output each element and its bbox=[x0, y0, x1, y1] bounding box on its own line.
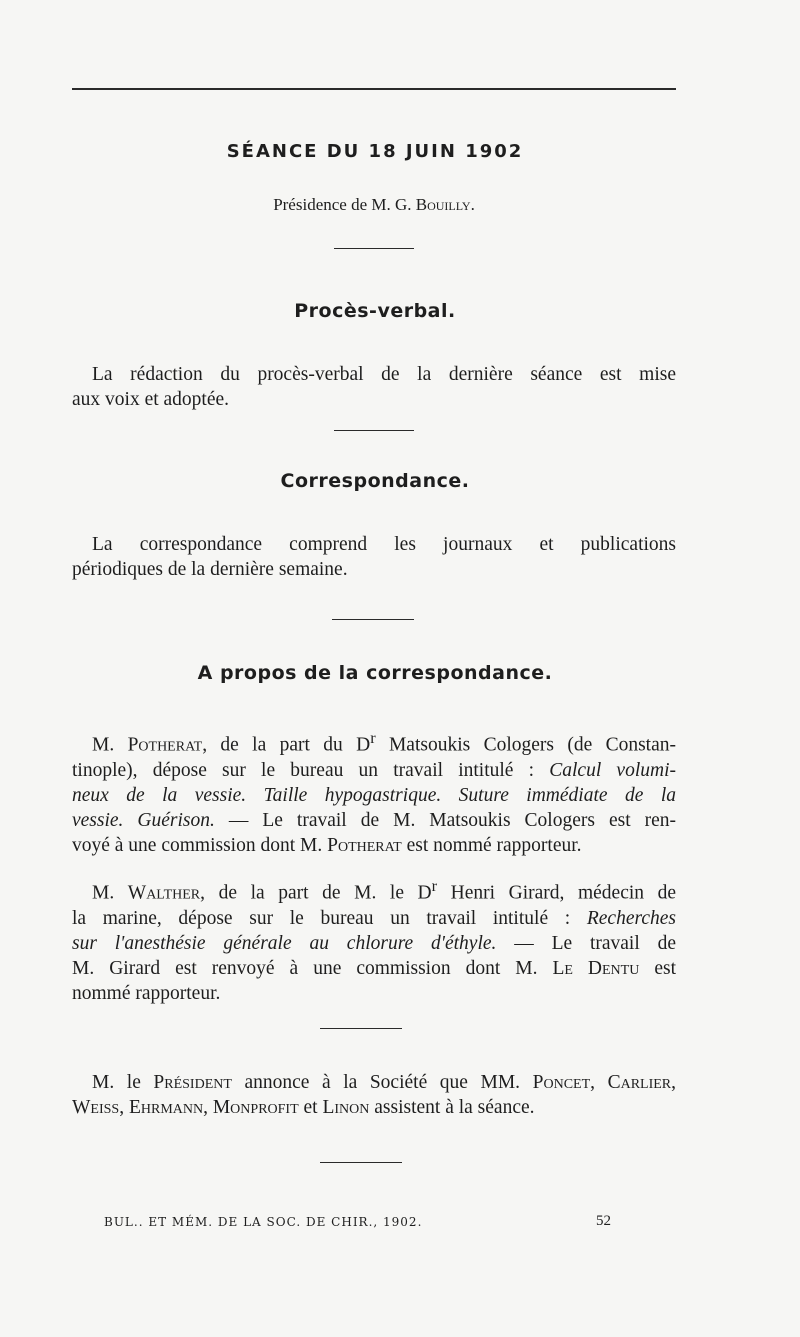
text-run: nommé rapporteur. bbox=[72, 982, 221, 1004]
heading-correspondance: Correspondance. bbox=[280, 470, 470, 492]
text-line bbox=[72, 931, 676, 956]
section-divider bbox=[334, 248, 414, 249]
text-line bbox=[72, 758, 676, 783]
person-name: Poncet bbox=[532, 1072, 591, 1093]
text-line bbox=[72, 783, 676, 808]
top-rule bbox=[72, 88, 676, 90]
text-run: et bbox=[298, 1097, 323, 1118]
person-name: Le Dentu bbox=[552, 957, 640, 979]
text-line bbox=[72, 906, 676, 931]
text-line bbox=[72, 956, 676, 981]
section-divider bbox=[320, 1162, 402, 1163]
journal-footer: BUL.. ET MÉM. DE LA SOC. DE CHIR., 1902. bbox=[104, 1215, 423, 1229]
section-divider bbox=[332, 619, 414, 620]
heading-a-propos: A propos de la correspondance. bbox=[197, 662, 553, 684]
section-divider bbox=[334, 430, 414, 431]
text-run: tinople), dépose sur le bureau un travail intitulé : bbox=[72, 759, 550, 781]
text-line: La correspondance comprend les journaux et publications bbox=[92, 534, 676, 555]
text-run: annonce à la Société que MM. bbox=[231, 1072, 533, 1093]
text-run: M. Girard est renvoyé à une commission dont M. bbox=[72, 957, 553, 979]
text-line bbox=[72, 1070, 676, 1095]
text-line bbox=[72, 981, 676, 1006]
text-run: , de la part de M. le D bbox=[200, 882, 432, 904]
superscript: r bbox=[431, 877, 438, 895]
text-run: , bbox=[119, 1097, 129, 1118]
person-name: Walther bbox=[127, 882, 201, 904]
person-name: Linon bbox=[322, 1097, 370, 1118]
text-line: aux voix et adoptée. bbox=[72, 389, 230, 410]
person-name: Monprofit bbox=[212, 1097, 299, 1118]
text-run: est nommé rapporteur. bbox=[401, 834, 582, 856]
text-run: , bbox=[203, 1097, 213, 1118]
text-run: Matsoukis Cologers (de Constan- bbox=[375, 734, 676, 756]
presidence-suffix: . bbox=[470, 195, 475, 214]
presidence-line bbox=[0, 195, 748, 215]
text-run: — Le travail de bbox=[496, 932, 677, 954]
paragraph-walther bbox=[72, 874, 676, 1006]
italic-title: sur l'anesthésie générale au chlorure d'éthyle. bbox=[72, 932, 497, 954]
text-run: est bbox=[639, 957, 676, 979]
person-name: Potherat bbox=[327, 834, 402, 856]
paragraph-correspondance bbox=[72, 532, 676, 582]
text-run: la marine, dépose sur le bureau un travail intitulé : bbox=[72, 907, 587, 929]
president-name: Bouilly bbox=[415, 195, 471, 214]
italic-title: Recherches bbox=[586, 907, 676, 929]
paragraph-proces-verbal bbox=[72, 362, 676, 412]
heading-proces-verbal: Procès-verbal. bbox=[294, 300, 456, 322]
text-run: — Le travail de M. Matsoukis Cologers est ren- bbox=[214, 809, 676, 831]
superscript: r bbox=[370, 729, 376, 747]
text-run: M. bbox=[92, 734, 128, 756]
text-run: , de la part du D bbox=[202, 734, 371, 756]
paragraph-potherat bbox=[72, 726, 676, 858]
text-line: La rédaction du procès-verbal de la dernière séance est mise bbox=[92, 364, 676, 385]
text-line bbox=[72, 726, 676, 758]
text-line bbox=[72, 874, 676, 906]
text-run: voyé à une commission dont M. bbox=[72, 834, 328, 856]
text-run: , bbox=[671, 1072, 677, 1093]
person-name: Potherat bbox=[127, 734, 203, 756]
text-line bbox=[72, 833, 676, 858]
section-divider bbox=[320, 1028, 402, 1029]
italic-title: Calcul volumi- bbox=[549, 759, 676, 781]
text-line bbox=[72, 808, 676, 833]
person-name: Carlier bbox=[607, 1072, 672, 1093]
presidence-prefix: Présidence de M. G. bbox=[273, 195, 416, 214]
text-line bbox=[72, 1095, 676, 1120]
text-run: M. le bbox=[92, 1072, 154, 1093]
text-line: périodiques de la dernière semaine. bbox=[72, 559, 348, 580]
text-run: assistent à la séance. bbox=[369, 1097, 535, 1118]
person-name: Weiss bbox=[72, 1097, 120, 1118]
text-run: M. bbox=[92, 882, 128, 904]
text-run: Henri Girard, médecin de bbox=[437, 882, 676, 904]
text-run: , bbox=[590, 1072, 608, 1093]
seance-title: SÉANCE DU 18 JUIN 1902 bbox=[226, 141, 524, 162]
president-title: Président bbox=[153, 1072, 232, 1093]
italic-title: neux de la vessie. Taille hypogastrique. Suture immédiate de la bbox=[72, 784, 676, 806]
paragraph-announcement bbox=[72, 1070, 676, 1120]
italic-title: vessie. Guérison. bbox=[72, 809, 215, 831]
page-number: 52 bbox=[596, 1213, 611, 1229]
person-name: Ehrmann bbox=[128, 1097, 204, 1118]
